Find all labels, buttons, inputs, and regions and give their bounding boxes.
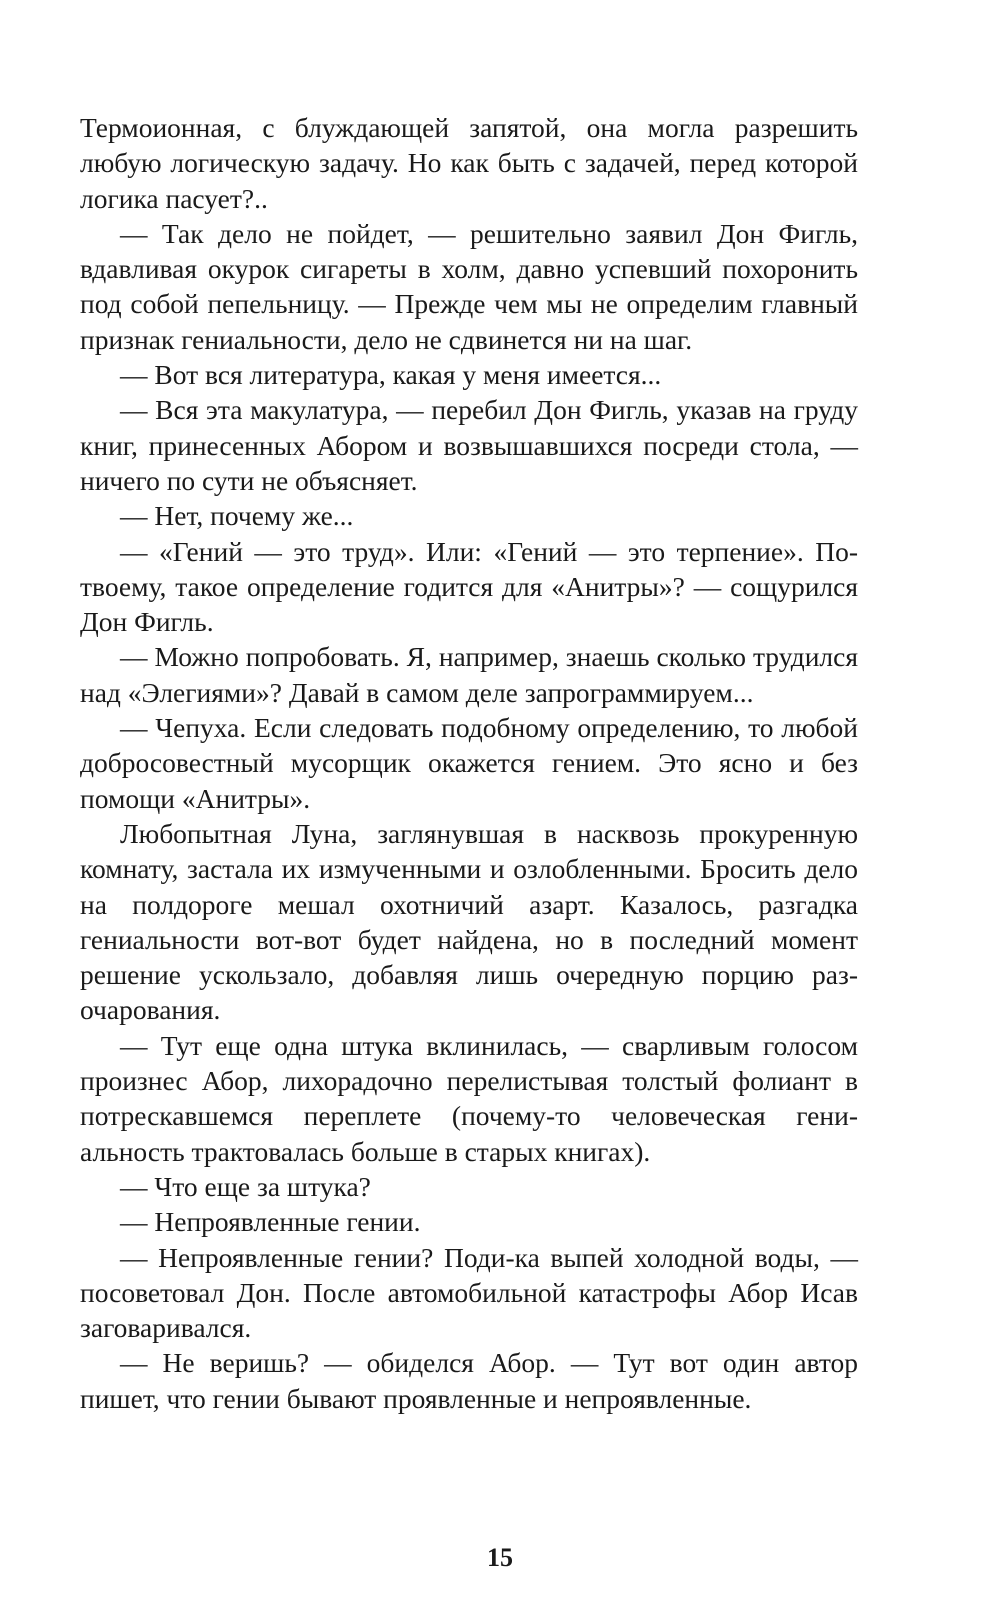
body-text [80,110,858,1416]
paragraph: — Не веришь? — обиделся Абор. — Тут вот один автор пишет, что гении бывают проявленные и непроявленные. [80,1347,858,1414]
paragraph: — Что еще за штука? [120,1170,371,1202]
paragraph: — Вот вся литература, какая у меня имеется... [120,359,662,391]
paragraph: — Непроявленные гении. [120,1206,421,1238]
paragraph: — Можно попробовать. Я, например, знаешь сколько трудился над «Элегиями»? Давай в самом деле запрограммируем... [80,641,858,708]
paragraph: Любопытная Луна, заглянувшая в насквозь прокуренную комнату, застала их измученными и озлобленными. Бросить дело на полдороге мешал охотничий азарт. Казалось, разгадка гениальности вот-вот будет найдена, но в последний момент решение ускользало, добавляя лишь очередную порцию разочарования. [80,817,858,1026]
paragraph: — Вся эта макулатура, — перебил Дон Фигль, указав на груду книг, принесенных Абором и возвышавшихся посреди стола, — ничего по сути не объясняет. [80,394,858,496]
page-number: 15 [487,1543,513,1572]
paragraph: — «Гений — это труд». Или: «Гений — это терпение». По-твоему, такое определение годится для «Анитры»? — сощурился Дон Фигль. [80,535,858,638]
paragraph: — Так дело не пойдет, — решительно заявил Дон Фигль, вдавливая окурок сигареты в холм, давно успевший похоронить под собой пепельницу. — Прежде чем мы не определим главный признак гениальности, дело не сдвинется ни на шаг. [80,217,858,355]
paragraph: — Непроявленные гении? Поди-ка выпей холодной воды, — посоветовал Дон. После автомобильной катастрофы Абор Исав заговаривался. [80,1241,858,1344]
paragraph: — Тут еще одна штука вклинилась, — сварливым голосом произнес Абор, лихорадочно перелистывая толстый фолиант в потрескавшемся переплете (почему-то человеческая гениальность трактовалась больше в старых книгах). [80,1029,858,1167]
paragraph: — Нет, почему же... [120,500,354,532]
paragraph: Термоионная, с блуждающей запятой, она могла разрешить любую логическую задачу. Но как быть с задачей, перед которой логика пасует?.. [80,112,858,214]
paragraph: — Чепуха. Если следовать подобному определению, то любой добросовестный мусорщик окажется гением. Это ясно и без помощи «Анитры». [80,712,858,814]
